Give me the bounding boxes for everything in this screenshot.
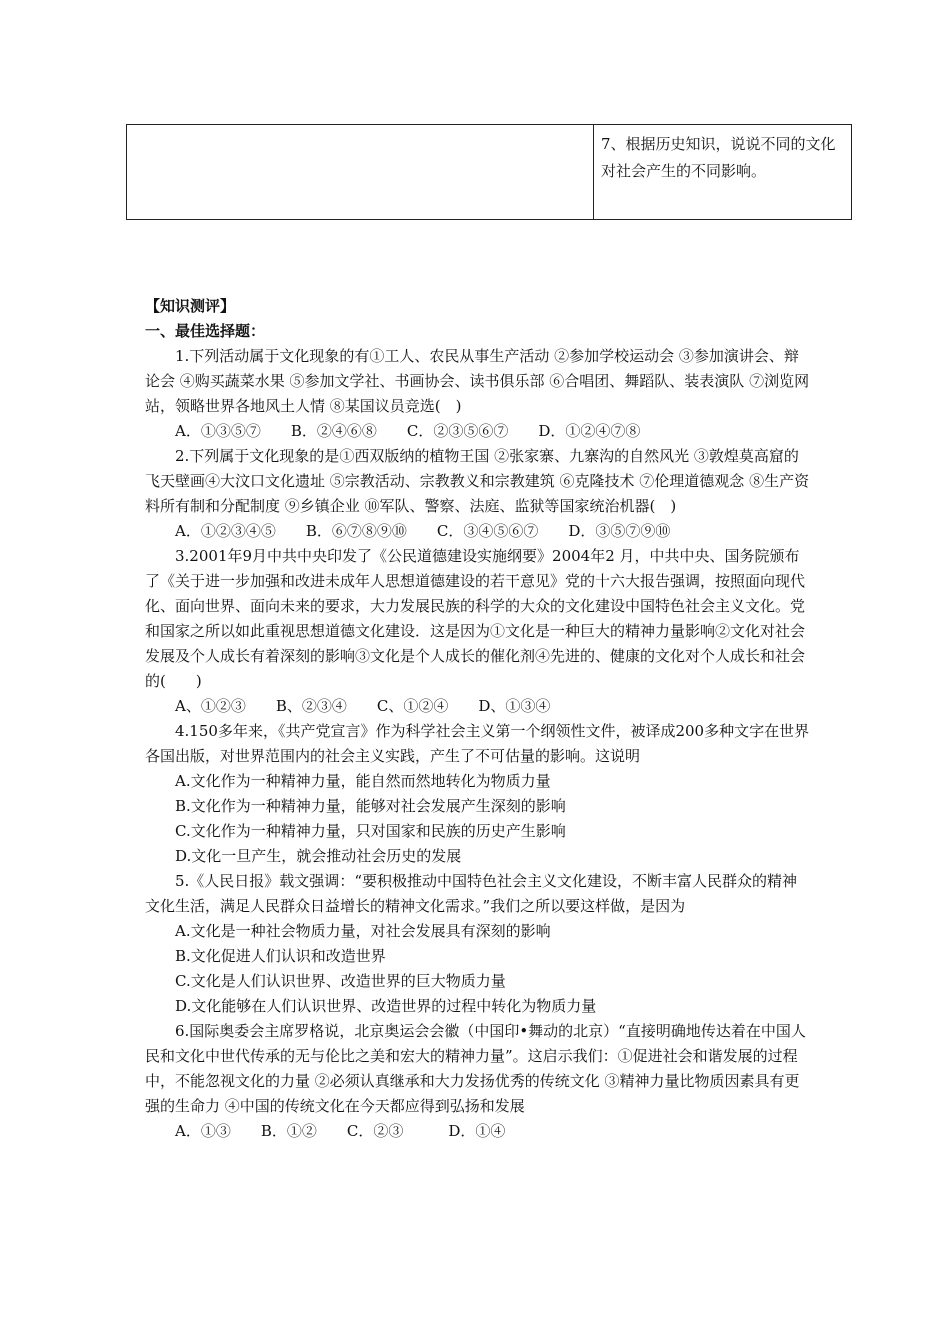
question-2-options: A．①②③④⑤ B．⑥⑦⑧⑨⑩ C．③④⑤⑥⑦ D．③⑤⑦⑨⑩ — [175, 522, 671, 540]
question-6-stem: 6.国际奥委会主席罗格说，北京奥运会会徽（中国印•舞动的北京）“直接明确地传达着在中国人民和文化中世代传承的无与伦比之美和宏大的精神力量”。这启示我们：①促进社会和谐发展的过程中，不能忽视文化的力量 ②必须认真继承和大力发扬优秀的传统文化 ③精神力量比物质因素具有更强的生命力 ④中国的传统文化在今天都应得到弘扬和发展 — [145, 1022, 806, 1115]
question-3-stem: 3.2001年9月中共中央印发了《公民道德建设实施纲要》2004年2 月，中共中央、国务院颁布了《关于进一步加强和改进未成年人思想道德建设的若干意见》党的十六大报告强调，按照面向现代化、面向世界、面向未来的要求，大力发展民族的科学的大众的文化建设中国特色社会主义文化。党和国家之所以如此重视思想道德文化建设．这是因为①文化是一种巨大的精神力量影响②文化对社会发展及个人成长有着深刻的影响③文化是个人成长的催化剂④先进的、健康的文化对个人成长和社会的( ) — [145, 547, 806, 690]
question-1-stem: 1.下列活动属于文化现象的有①工人、农民从事生产活动 ②参加学校运动会 ③参加演讲会、辩论会 ④购买蔬菜水果 ⑤参加文学社、书画协会、读书俱乐部 ⑥合唱团、舞蹈队、装表演队 ⑦浏览网站，领略世界各地风土人情 ⑧某国议员竞选( ) — [145, 347, 810, 415]
question-4-option-d: D.文化一旦产生，就会推动社会历史的发展 — [175, 847, 462, 865]
question-4-option-b: B.文化作为一种精神力量，能够对社会发展产生深刻的影响 — [175, 797, 566, 815]
quiz-content — [145, 294, 811, 1144]
question-3-options: A、①②③ B、②③④ C、①②④ D、①③④ — [175, 697, 551, 715]
question-5-option-b: B.文化促进人们认识和改造世界 — [175, 947, 386, 965]
answer-table — [126, 124, 852, 220]
question-6-options: A．①③ B．①② C．②③ D．①④ — [175, 1122, 506, 1140]
section-title: 【知识测评】 — [145, 297, 236, 315]
table-divider — [593, 125, 594, 219]
question-5-option-a: A.文化是一种社会物质力量，对社会发展具有深刻的影响 — [175, 922, 551, 940]
subsection-title: 一、最佳选择题： — [145, 322, 266, 340]
question-5-option-d: D.文化能够在人们认识世界、改造世界的过程中转化为物质力量 — [175, 997, 597, 1015]
question-4-stem: 4.150多年来，《共产党宣言》作为科学社会主义第一个纲领性文件，被译成200多种文字在世界各国出版，对世界范围内的社会主义实践，产生了不可估量的影响。这说明 — [145, 722, 810, 765]
question-1-options: A．①③⑤⑦ B．②④⑥⑧ C．②③⑤⑥⑦ D．①②④⑦⑧ — [175, 422, 641, 440]
question-5-stem: 5.《人民日报》载文强调：“要积极推动中国特色社会主义文化建设，不断丰富人民群众的精神文化生活，满足人民群众日益增长的精神文化需求。”我们之所以要这样做，是因为 — [145, 872, 797, 915]
question-4-option-a: A.文化作为一种精神力量，能自然而然地转化为物质力量 — [175, 772, 551, 790]
table-right-cell: 7、根据历史知识，说说不同的文化对社会产生的不同影响。 — [601, 135, 836, 180]
question-4-option-c: C.文化作为一种精神力量，只对国家和民族的历史产生影响 — [175, 822, 566, 840]
question-5-option-c: C.文化是人们认识世界、改造世界的巨大物质力量 — [175, 972, 506, 990]
question-2-stem: 2.下列属于文化现象的是①西双版纳的植物王国 ②张家寨、九寨沟的自然风光 ③敦煌莫高窟的飞天壁画④大汶口文化遗址 ⑤宗教活动、宗教教义和宗教建筑 ⑥克隆技术 ⑦伦理道德观念 ⑧生产资料所有制和分配制度 ⑨乡镇企业 ⑩军队、警察、法庭、监狱等国家统治机器( ) — [145, 447, 810, 515]
